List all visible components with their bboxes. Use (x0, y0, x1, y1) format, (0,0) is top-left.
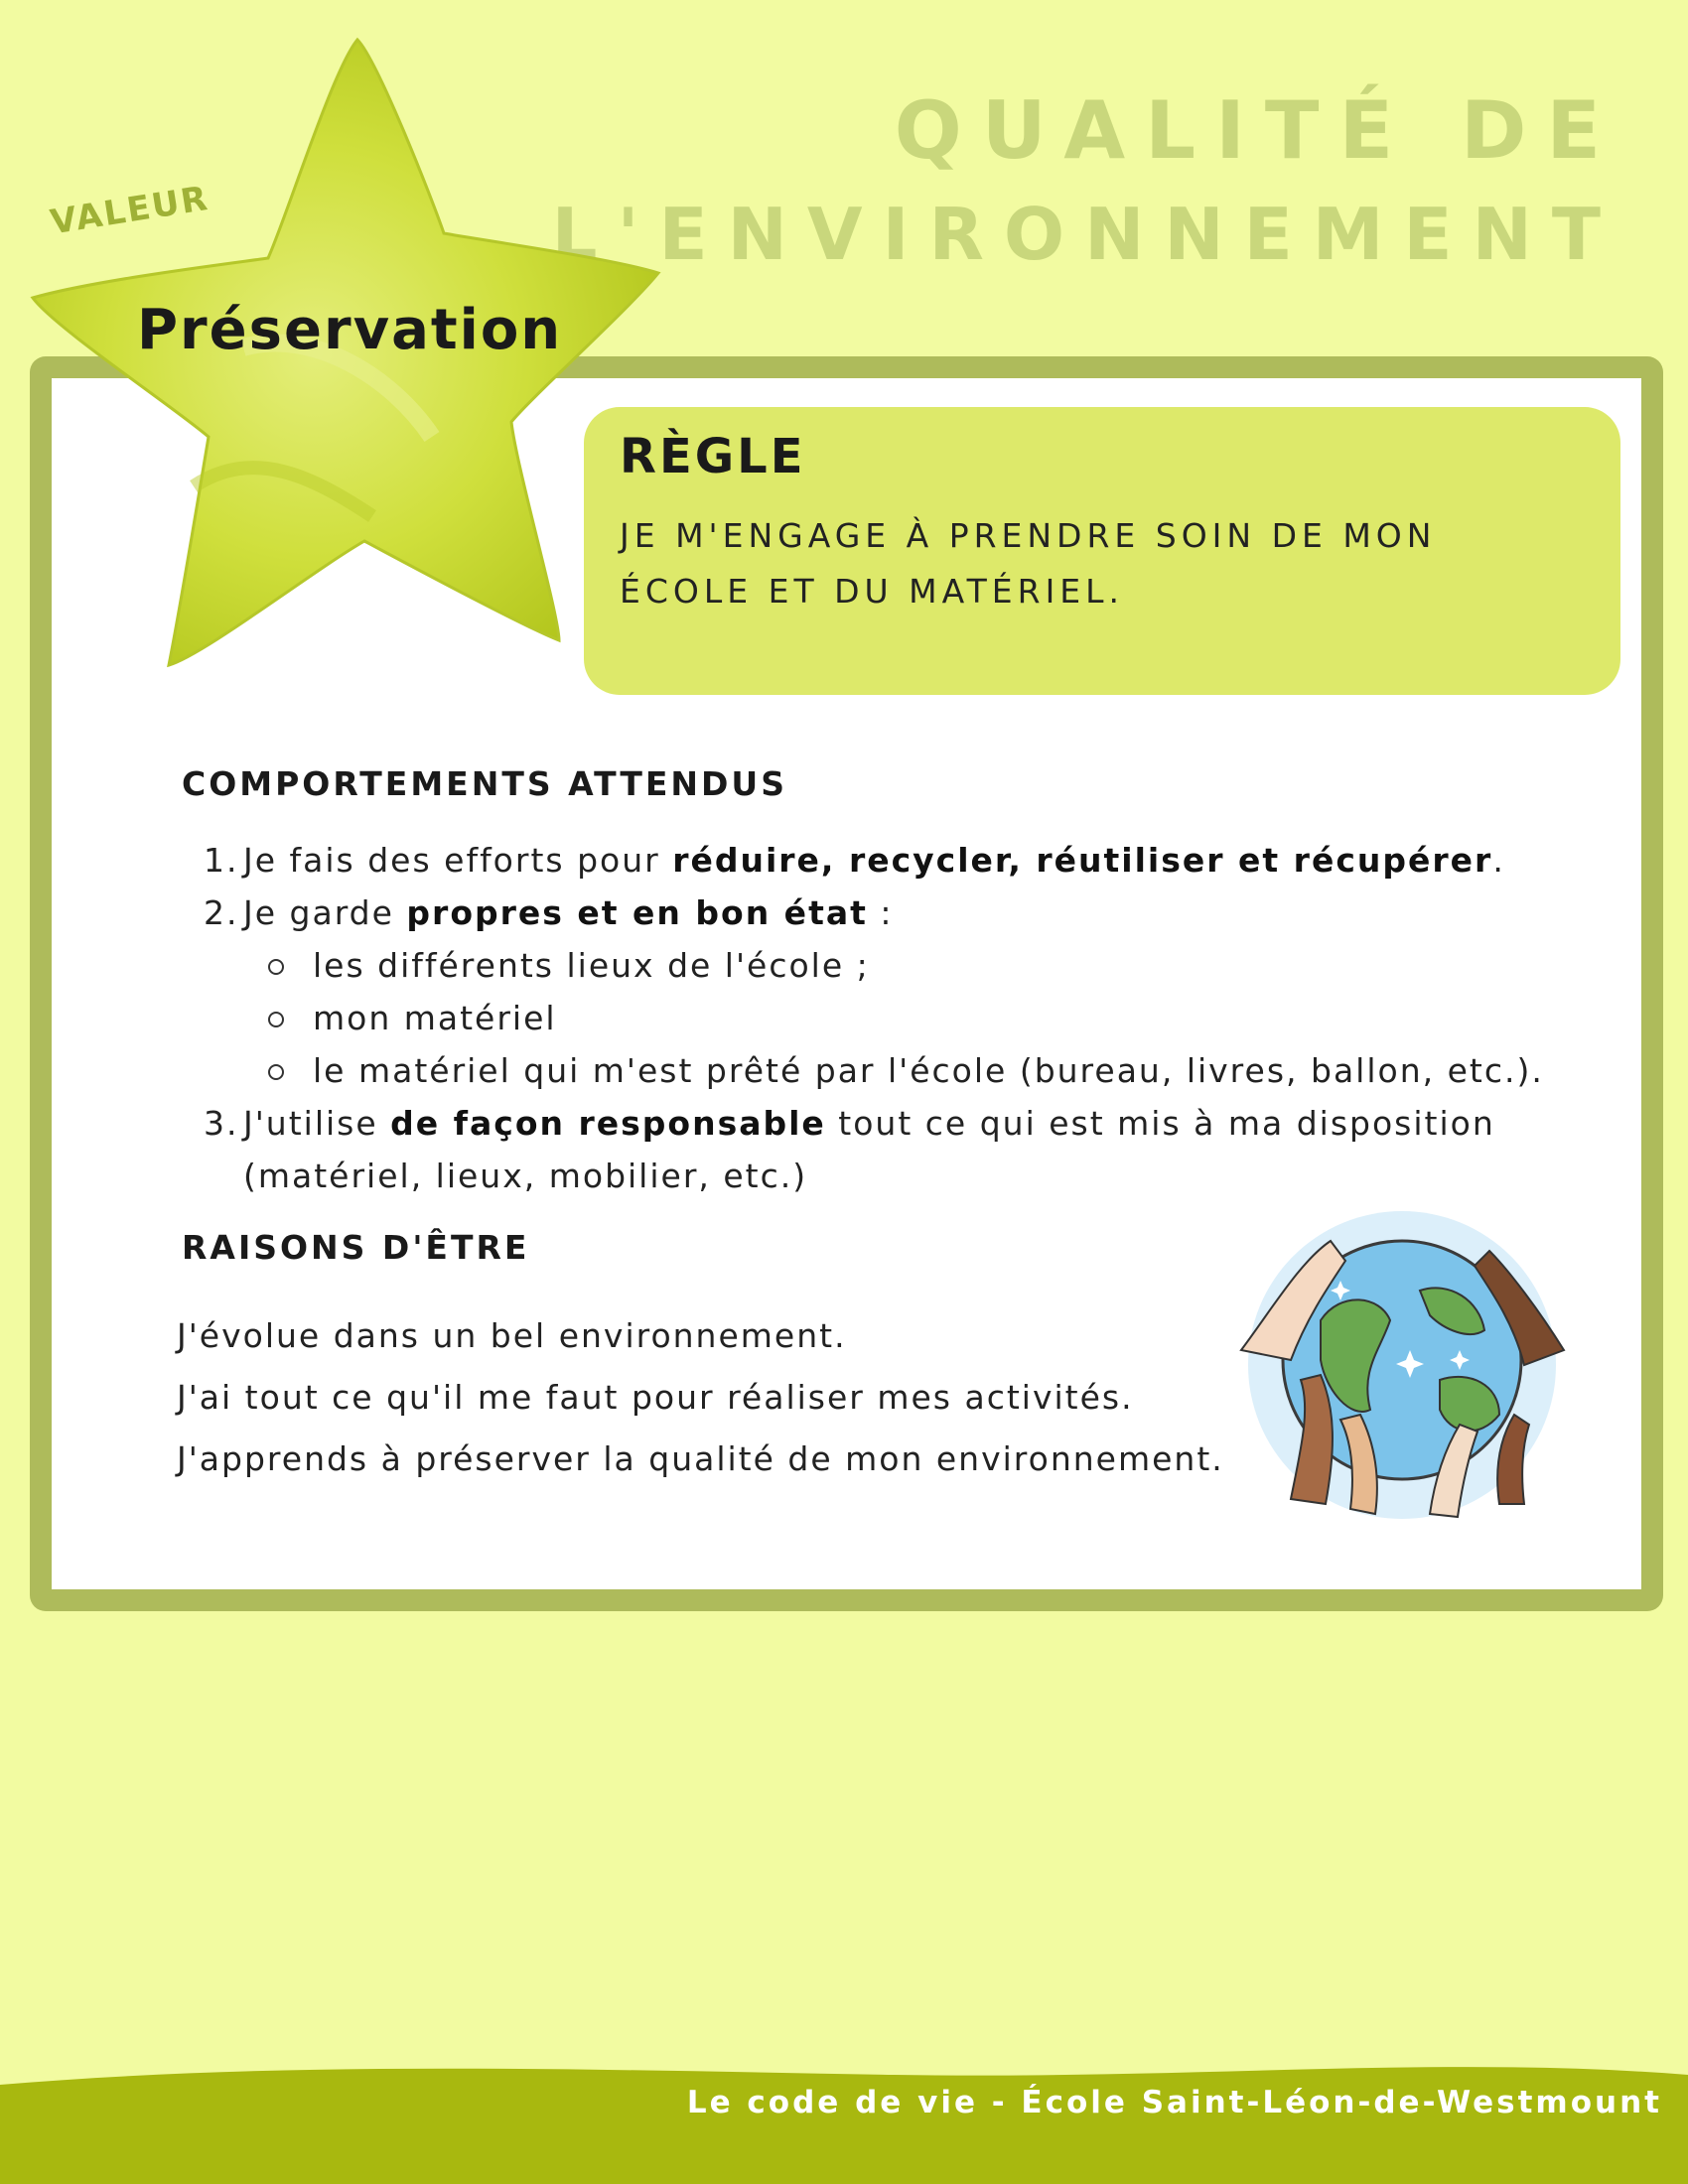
reason-line: J'apprends à préserver la qualité de mon environnement. (177, 1439, 1224, 1478)
list-item (204, 1097, 1544, 1202)
reasons-heading: RAISONS D'ÊTRE (182, 1228, 530, 1267)
circle-bullet-icon (268, 959, 284, 975)
value-name: Préservation (137, 298, 563, 362)
sub-item-text: mon matériel (313, 999, 557, 1037)
circle-bullet-icon (268, 1064, 284, 1080)
page-title (551, 84, 1620, 276)
item-bold-text: propres et en bon état (406, 893, 868, 932)
behaviours-list (204, 834, 1544, 1202)
sub-list-item (213, 939, 1544, 992)
item-text: Je garde (243, 893, 407, 932)
value-label: VALEUR (48, 178, 212, 243)
footer-text: Le code de vie - École Saint-Léon-de-Westmount (686, 2085, 1662, 2120)
item-text-end: : (867, 893, 894, 932)
behaviours-heading: COMPORTEMENTS ATTENDUS (182, 764, 787, 803)
item-text-end: tout ce qui est mis à ma disposition (matériel, lieux, mobilier, etc.) (243, 1104, 1495, 1195)
list-item (204, 834, 1544, 887)
sub-item-text: le matériel qui m'est prêté par l'école (bureau, livres, ballon, etc.). (313, 1051, 1544, 1090)
rule-box (584, 407, 1620, 695)
circle-bullet-icon (268, 1012, 284, 1027)
reason-line: J'ai tout ce qu'il me faut pour réaliser mes activités. (177, 1378, 1134, 1417)
globe-hands-icon (1231, 1201, 1574, 1519)
item-number: 2. (204, 893, 239, 932)
reasons-list (177, 1305, 1224, 1490)
item-text: Je fais des efforts pour (243, 841, 673, 880)
item-text-end: . (1492, 841, 1505, 880)
reason-line: J'évolue dans un bel environnement. (177, 1316, 847, 1355)
item-bold-text: de façon responsable (390, 1104, 826, 1143)
sub-list-item (213, 1044, 1544, 1097)
item-number: 3. (204, 1104, 239, 1143)
item-bold-text: réduire, recycler, réutiliser et récupérer (672, 841, 1493, 880)
item-number: 1. (204, 841, 239, 880)
sub-list-item (213, 992, 1544, 1044)
rule-text: JE M'ENGAGE À PRENDRE SOIN DE MON ÉCOLE ET DU MATÉRIEL. (620, 515, 1437, 611)
title-line-2: L'ENVIRONNEMENT (551, 193, 1620, 276)
sub-item-text: les différents lieux de l'école ; (313, 946, 870, 985)
list-item (204, 887, 1544, 939)
title-line-1: QUALITÉ DE (894, 84, 1620, 177)
item-text: J'utilise (243, 1104, 391, 1143)
rule-heading: RÈGLE (620, 429, 806, 484)
